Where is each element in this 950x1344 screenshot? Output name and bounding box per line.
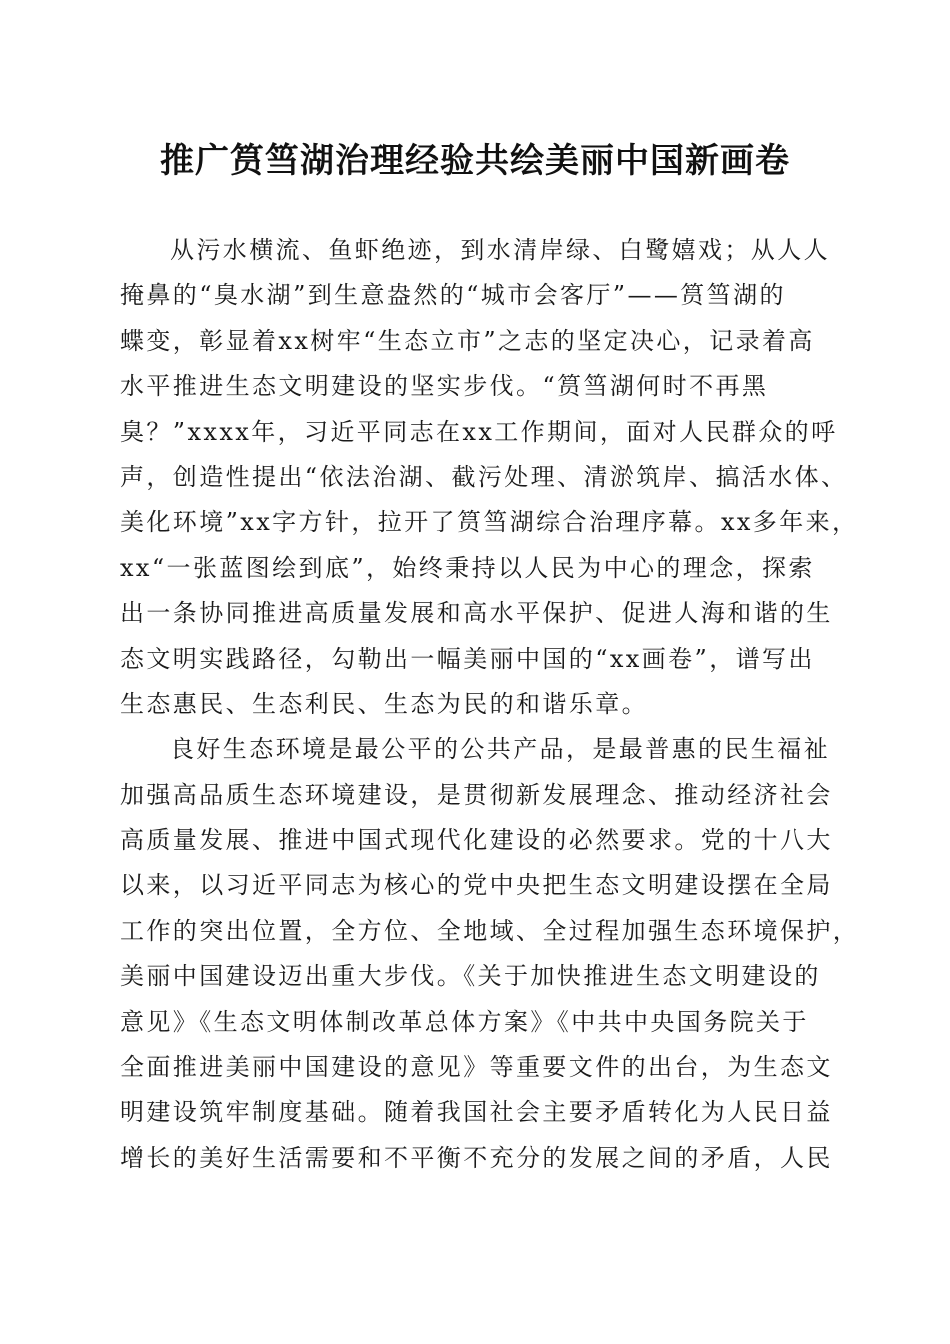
paragraph-line: 增长的美好生活需要和不平衡不充分的发展之间的矛盾，人民 [120,1143,833,1172]
paragraph-line: 高质量发展、推进中国式现代化建设的必然要求。党的十八大 [120,826,833,855]
paragraph-line: 蝶变，彰显着xx树牢“生态立市”之志的坚定决心，记录着高 [120,326,815,355]
paragraph-line: 掩鼻的“臭水湖”到生意盎然的“城市会客厅”——筼筜湖的 [120,281,786,310]
document-title: 推广筼筜湖治理经验共绘美丽中国新画卷 [160,141,790,181]
paragraph-line: 以来，以习近平同志为核心的党中央把生态文明建设摆在全局 [120,871,833,900]
paragraph-line: 态文明实践路径，勾勒出一幅美丽中国的“xx画卷”，谱写出 [120,644,815,673]
paragraph-line: 出一条协同推进高质量发展和高水平保护、促进人海和谐的生 [120,599,833,628]
paragraph-line: 生态惠民、生态利民、生态为民的和谐乐章。 [120,689,648,718]
paragraph-line: 明建设筑牢制度基础。随着我国社会主要矛盾转化为人民日益 [120,1098,833,1127]
paragraph-line: 从污水横流、鱼虾绝迹，到水清岸绿、白鹭嬉戏；从人人 [170,236,830,264]
paragraph-line: 工作的突出位置，全方位、全地域、全过程加强生态环境保护， [120,916,860,945]
paragraph [120,228,859,727]
paragraph [120,727,860,1181]
document-body [120,228,860,1181]
paragraph-line: 臭？”xxxx年，习近平同志在xx工作期间，面对人民群众的呼 [120,417,838,446]
paragraph-line: 水平推进生态文明建设的坚实步伐。“筼筜湖何时不再黑 [120,372,769,401]
paragraph-line: 美化环境”xx字方针，拉开了筼筜湖综合治理序幕。xx多年来， [120,508,859,537]
paragraph-line: 加强高品质生态环境建设，是贯彻新发展理念、推动经济社会 [120,780,833,809]
paragraph-line: 美丽中国建设迈出重大步伐。《关于加快推进生态文明建设的 [120,962,821,991]
paragraph-line: xx“一张蓝图绘到底”，始终秉持以人民为中心的理念，探索 [120,553,815,582]
paragraph-line: 良好生态环境是最公平的公共产品，是最普惠的民生福祉 [170,735,830,764]
paragraph-line: 全面推进美丽中国建设的意见》等重要文件的出台，为生态文 [120,1053,833,1082]
paragraph-line: 意见》《生态文明体制改革总体方案》《中共中央国务院关于 [120,1007,809,1036]
paragraph-line: 声，创造性提出“依法治湖、截污处理、清淤筑岸、搞活水体、 [120,462,848,491]
